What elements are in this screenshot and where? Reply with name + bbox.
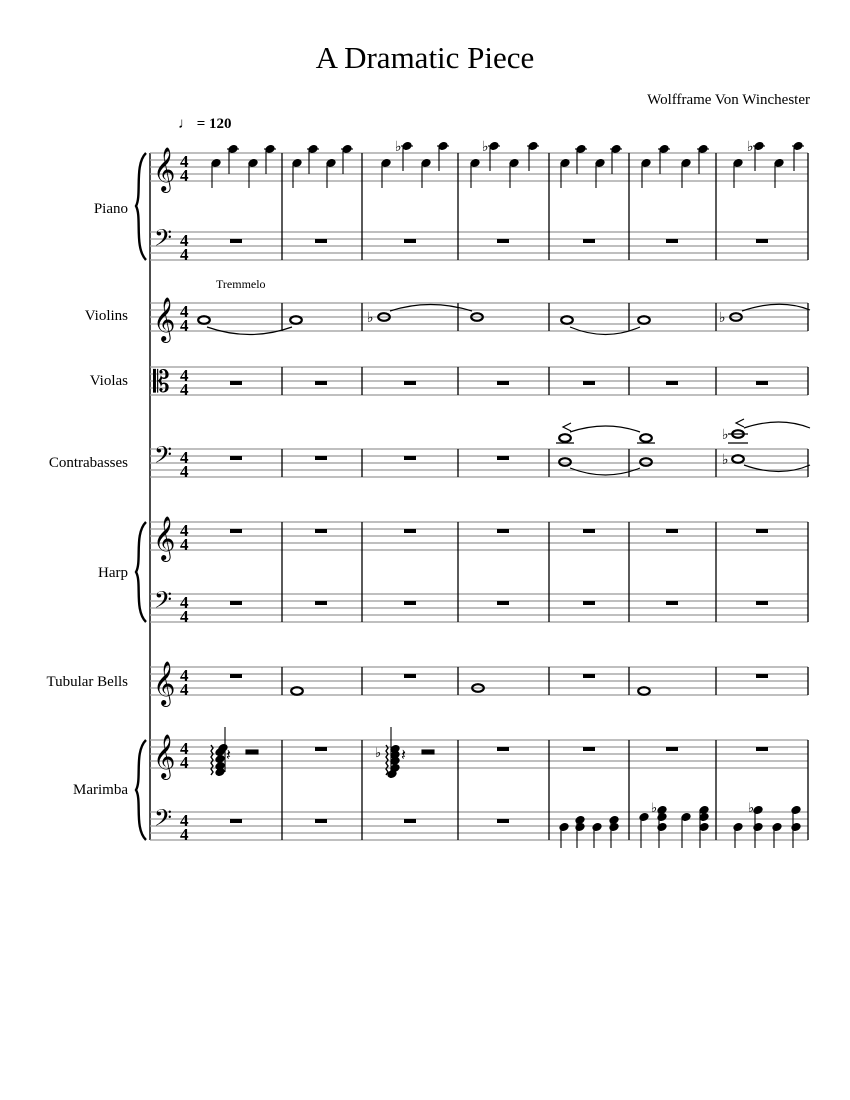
svg-text:4: 4 (180, 753, 189, 772)
svg-text:4: 4 (180, 380, 189, 399)
svg-text:𝄢: 𝄢 (154, 586, 173, 619)
composer-name: Wolfframe Von Winchester (647, 92, 810, 108)
harp-bass-staff (150, 594, 808, 622)
instrument-label-contrabasses: Contrabasses (48, 455, 128, 471)
svg-text:4: 4 (180, 448, 189, 467)
score-title: A Dramatic Piece (315, 40, 535, 75)
svg-text:♭: ♭ (722, 427, 729, 443)
marimba-treble-chords (211, 727, 434, 779)
svg-text:𝄢: 𝄢 (154, 441, 173, 474)
svg-text:𝄞: 𝄞 (153, 661, 176, 705)
svg-text:4: 4 (180, 593, 189, 612)
barlines (282, 153, 808, 840)
svg-text:♭: ♭ (747, 139, 754, 155)
svg-text:♭: ♭ (395, 139, 402, 155)
svg-text:4: 4 (180, 166, 189, 185)
svg-text:4: 4 (180, 231, 189, 250)
svg-text:𝄞: 𝄞 (153, 734, 176, 778)
contrabasses-staff (150, 449, 808, 477)
svg-text:4: 4 (180, 366, 189, 385)
svg-text:4: 4 (180, 666, 189, 685)
svg-text:4: 4 (180, 825, 189, 844)
bass-clef-icon: 𝄢 (154, 224, 173, 257)
instrument-label-marimba: Marimba (73, 782, 128, 798)
instrument-label-harp: Harp (98, 565, 128, 581)
svg-text:4: 4 (180, 462, 189, 481)
tubular-bell-notes (291, 684, 650, 695)
violins-staff (150, 303, 808, 331)
svg-text:4: 4 (180, 152, 189, 171)
instrument-label-tubular-bells: Tubular Bells (46, 674, 128, 690)
svg-text:♭: ♭ (722, 452, 729, 468)
svg-text:♭: ♭ (651, 801, 658, 816)
svg-text:4: 4 (180, 302, 189, 321)
instrument-label-violas: Violas (89, 373, 128, 389)
tremolo-annotation: Tremmelo (216, 277, 266, 291)
svg-text:♭: ♭ (482, 139, 489, 155)
time-signatures (180, 152, 189, 844)
svg-text:𝄽: 𝄽 (401, 745, 406, 764)
braces (136, 153, 146, 840)
svg-text:4: 4 (180, 680, 189, 699)
tempo-marking: ♩ = 120 (178, 116, 232, 132)
alto-clef-icon: 𝄡 (153, 365, 170, 400)
svg-text:4: 4 (180, 811, 189, 830)
harp-treble-staff (150, 522, 808, 550)
svg-text:𝄢: 𝄢 (154, 804, 173, 837)
svg-text:4: 4 (180, 521, 189, 540)
violas-staff (150, 367, 808, 395)
svg-text:4: 4 (180, 607, 189, 626)
svg-text:4: 4 (180, 316, 189, 335)
svg-text:♭: ♭ (748, 801, 755, 816)
whole-rests (230, 239, 768, 823)
svg-text:𝄞: 𝄞 (153, 516, 176, 560)
instrument-label-violins: Violins (84, 308, 128, 324)
svg-text:♭: ♭ (719, 310, 726, 326)
piano-bass-staff (150, 232, 808, 260)
marimba-bass-staff (150, 812, 808, 840)
treble-clef-icon: 𝄞 (153, 147, 176, 191)
svg-text:4: 4 (180, 245, 189, 264)
svg-text:𝄽: 𝄽 (226, 745, 231, 764)
svg-text:♭: ♭ (367, 310, 374, 326)
instrument-label-piano: Piano (93, 201, 128, 217)
svg-text:♭: ♭ (375, 746, 382, 761)
svg-text:4: 4 (180, 739, 189, 758)
contrabass-notes (556, 419, 810, 475)
svg-text:𝄞: 𝄞 (153, 297, 176, 341)
svg-text:4: 4 (180, 535, 189, 554)
